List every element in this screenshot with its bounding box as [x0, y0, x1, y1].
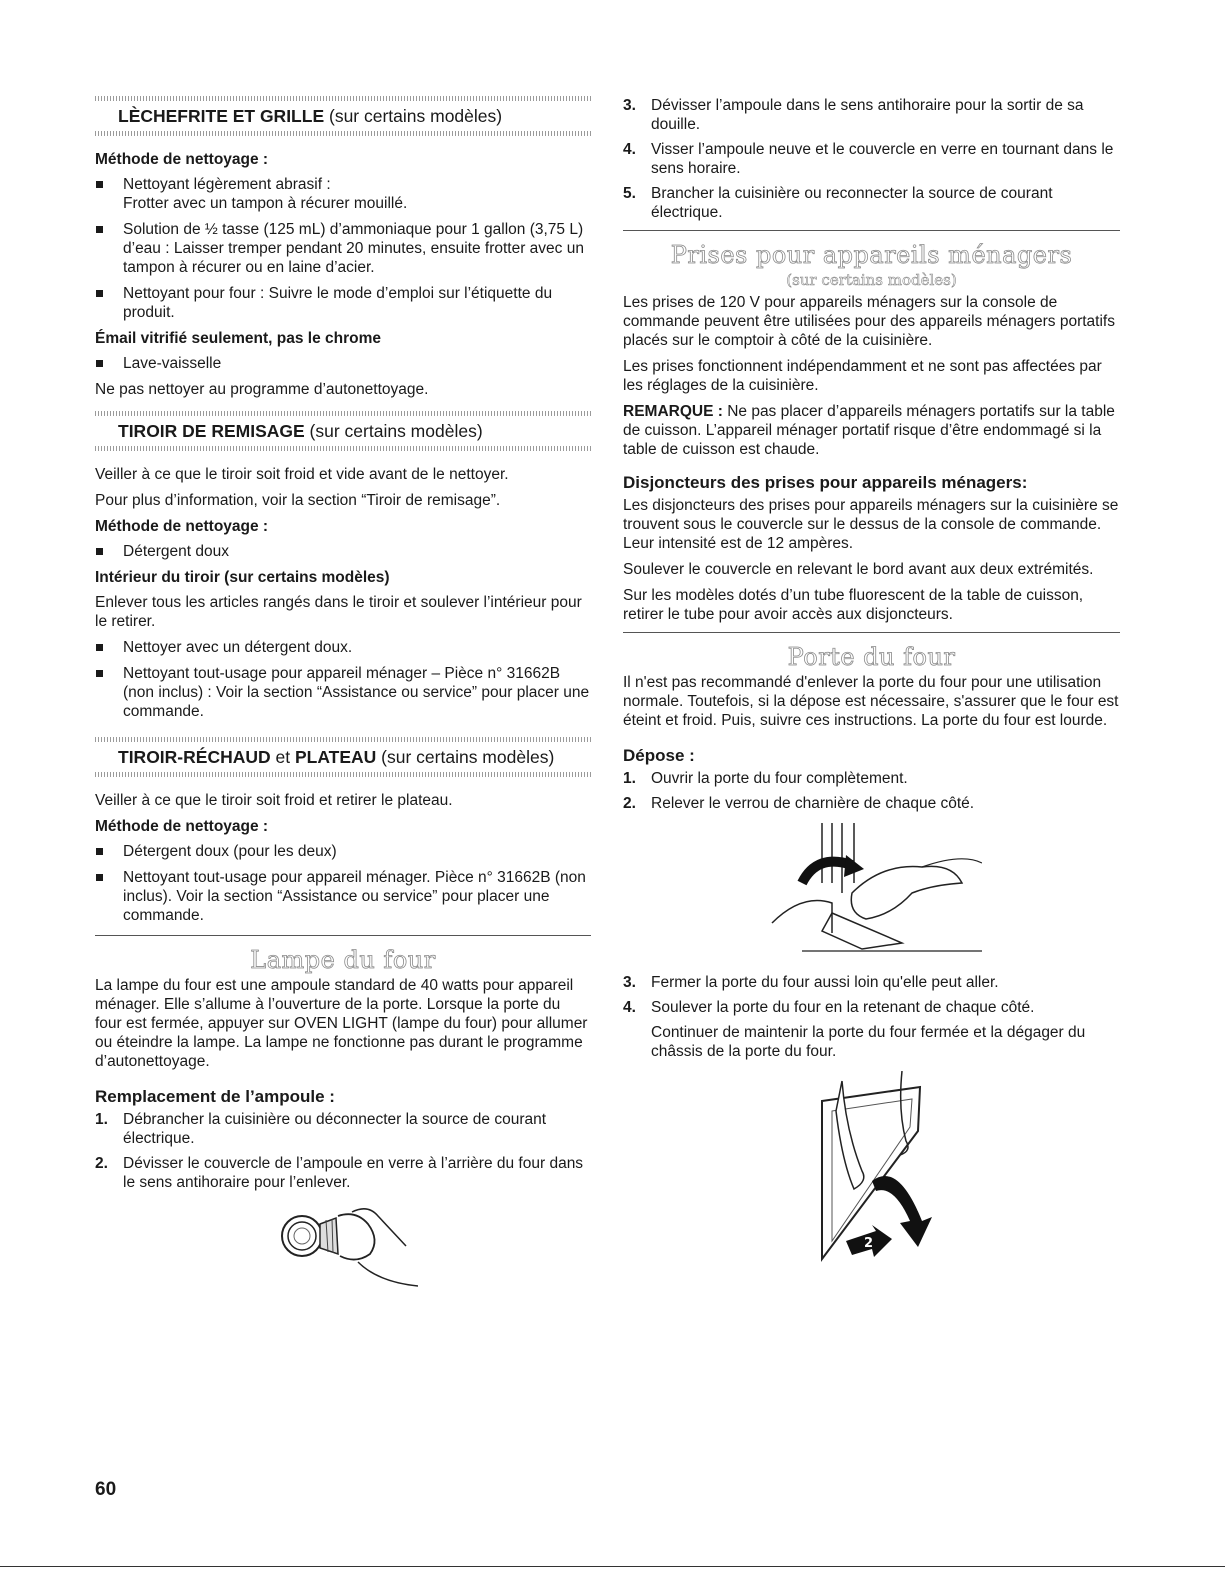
list-item: Nettoyer avec un détergent doux.	[95, 638, 591, 657]
page-number: 60	[95, 1479, 117, 1500]
step-item: 3. Dévisser l’ampoule dans le sens antihoraire pour la sortir de sa douille.	[623, 97, 1084, 133]
hatch-divider	[95, 772, 591, 777]
interior-heading: Intérieur du tiroir (sur certains modèles)	[95, 569, 390, 586]
section-lechefrite	[95, 96, 591, 136]
paragraph: Veiller à ce que le tiroir soit froid et vide avant de le nettoyer.	[95, 466, 509, 483]
step-item: 5. Brancher la cuisinière ou reconnecter la source de courant électrique.	[623, 185, 1053, 221]
section-title: TIROIR DE REMISAGE (sur certains modèles)	[118, 421, 483, 441]
door-lift-illustration	[802, 1071, 942, 1271]
list-item: Nettoyant tout-usage pour appareil ménager – Pièce n° 31662B (non inclus) : Voir la section “Assistance ou service” pour placer une commande.	[95, 664, 591, 721]
method-heading: Méthode de nettoyage :	[95, 518, 269, 535]
step-item: 3. Fermer la porte du four aussi loin qu'elle peut aller.	[623, 974, 999, 991]
cleaning-list	[95, 175, 591, 322]
paragraph: Les disjoncteurs des prises pour appareils ménagers sur la cuisinière se trouvent sous le couvercle sur le dessus de la console de commande. Leur intensité est de 12 ampères.	[623, 497, 1119, 552]
paragraph: Il n'est pas recommandé d'enlever la porte du four pour une utilisation normale. Toutefois, si la dépose est nécessaire, s'assurer que le four est éteint et froid. Puis, suivre ces instructions. La porte du four est lourde.	[623, 674, 1119, 729]
paragraph: Soulever le couvercle en relevant le bord avant aux deux extrémités.	[623, 561, 1094, 578]
arrow-label-1: 1	[915, 1199, 926, 1215]
outlets-section-subtitle: (sur certains modèles)	[786, 271, 957, 289]
list-item: Nettoyant légèrement abrasif : Frotter avec un tampon à récurer mouillé.	[95, 175, 591, 213]
section-title: LÈCHEFRITE ET GRILLE (sur certains modèles)	[118, 106, 503, 126]
paragraph: Les prises de 120 V pour appareils ménagers sur la console de commande peuvent être utilisées pour des appareils ménagers portatifs placés sur le comptoir à côté de la cuisinière.	[623, 294, 1115, 349]
arrow-label-2: 2	[863, 1236, 873, 1251]
paragraph: Veiller à ce que le tiroir soit froid et retirer le plateau.	[95, 792, 453, 809]
section-rule	[95, 935, 591, 936]
section-title: TIROIR-RÉCHAUD et PLATEAU (sur certains modèles)	[118, 747, 555, 767]
left-column	[95, 96, 591, 1312]
replace-bulb-heading: Remplacement de l’ampoule :	[95, 1087, 335, 1106]
hatch-divider	[95, 131, 591, 136]
door-section-title: Porte du four	[787, 643, 956, 671]
remark: REMARQUE : Ne pas placer d’appareils ménagers portatifs sur la table de cuisson. L’appareil ménager portatif risque d’être endommagé si la table de cuisson est chaude.	[623, 403, 1115, 458]
section-tiroir	[95, 411, 591, 451]
bottom-rule	[0, 1566, 1225, 1567]
list-item: Solution de ½ tasse (125 mL) d’ammoniaque pour 1 gallon (3,75 L) d’eau : Laisser tremper pendant 20 minutes, ensuite frotter avec un tampon à récurer ou en laine d’acier.	[95, 220, 591, 277]
continue-text: Continuer de maintenir la porte du four fermée et la dégager du châssis de la porte du four.	[651, 1024, 1086, 1060]
list-item: Détergent doux	[95, 542, 591, 561]
list-item: Lave-vaisselle	[95, 354, 591, 373]
section-rule	[623, 632, 1120, 633]
step-item: 1. Ouvrir la porte du four complètement.	[623, 770, 908, 787]
paragraph: Pour plus d’information, voir la section “Tiroir de remisage”.	[95, 492, 501, 509]
section-rechaud	[95, 737, 591, 777]
section-rule	[623, 230, 1120, 231]
right-column	[623, 96, 1120, 1281]
removal-heading: Dépose :	[623, 746, 695, 765]
paragraph: La lampe du four est une ampoule standard de 40 watts pour appareil ménager. Elle s’allume à l’ouverture de la porte. Lorsque la porte du four est fermée, appuyer sur OVEN LIGHT (lampe du four) pour allumer ou éteindre la lampe. La lampe ne fonctionne pas durant le programme d’autonettoyage.	[95, 977, 588, 1070]
paragraph: Les prises fonctionnent indépendamment et ne sont pas affectées par les réglages de la cuisinière.	[623, 358, 1102, 394]
paragraph: Sur les modèles dotés d’un tube fluorescent de la table de cuisson, retirer le tube pour avoir accès aux disjoncteurs.	[623, 587, 1084, 623]
step-item: 4. Soulever la porte du four en la retenant de chaque côté.	[623, 999, 1035, 1016]
step-item: 2. Relever le verrou de charnière de chaque côté.	[623, 795, 975, 812]
hinge-latch-illustration	[762, 823, 982, 963]
hatch-divider	[95, 446, 591, 451]
paragraph: Enlever tous les articles rangés dans le tiroir et soulever l’intérieur pour le retirer.	[95, 594, 582, 630]
breakers-heading: Disjoncteurs des prises pour appareils ménagers:	[623, 473, 1028, 492]
bulb-illustration	[268, 1202, 418, 1302]
outlets-section-title: Prises pour appareils ménagers	[670, 241, 1073, 269]
step-item: 1. Débrancher la cuisinière ou déconnecter la source de courant électrique.	[95, 1111, 547, 1147]
lamp-section-title: Lampe du four	[250, 946, 436, 974]
method-heading: Méthode de nettoyage :	[95, 818, 269, 835]
step-item: 4. Visser l’ampoule neuve et le couvercle en verre en tournant dans le sens horaire.	[623, 141, 1114, 177]
method-heading: Méthode de nettoyage :	[95, 151, 269, 168]
step-item: 2. Dévisser le couvercle de l’ampoule en verre à l’arrière du four dans le sens antihoraire pour l’enlever.	[95, 1155, 584, 1191]
email-heading: Émail vitrifié seulement, pas le chrome	[95, 330, 382, 347]
list-item: Détergent doux (pour les deux)	[95, 842, 591, 861]
note-text: Ne pas nettoyer au programme d’autonettoyage.	[95, 381, 429, 398]
list-item: Nettoyant pour four : Suivre le mode d’emploi sur l’étiquette du produit.	[95, 284, 591, 322]
list-item: Nettoyant tout-usage pour appareil ménager. Pièce n° 31662B (non inclus). Voir la section “Assistance ou service” pour placer une commande.	[95, 868, 591, 925]
